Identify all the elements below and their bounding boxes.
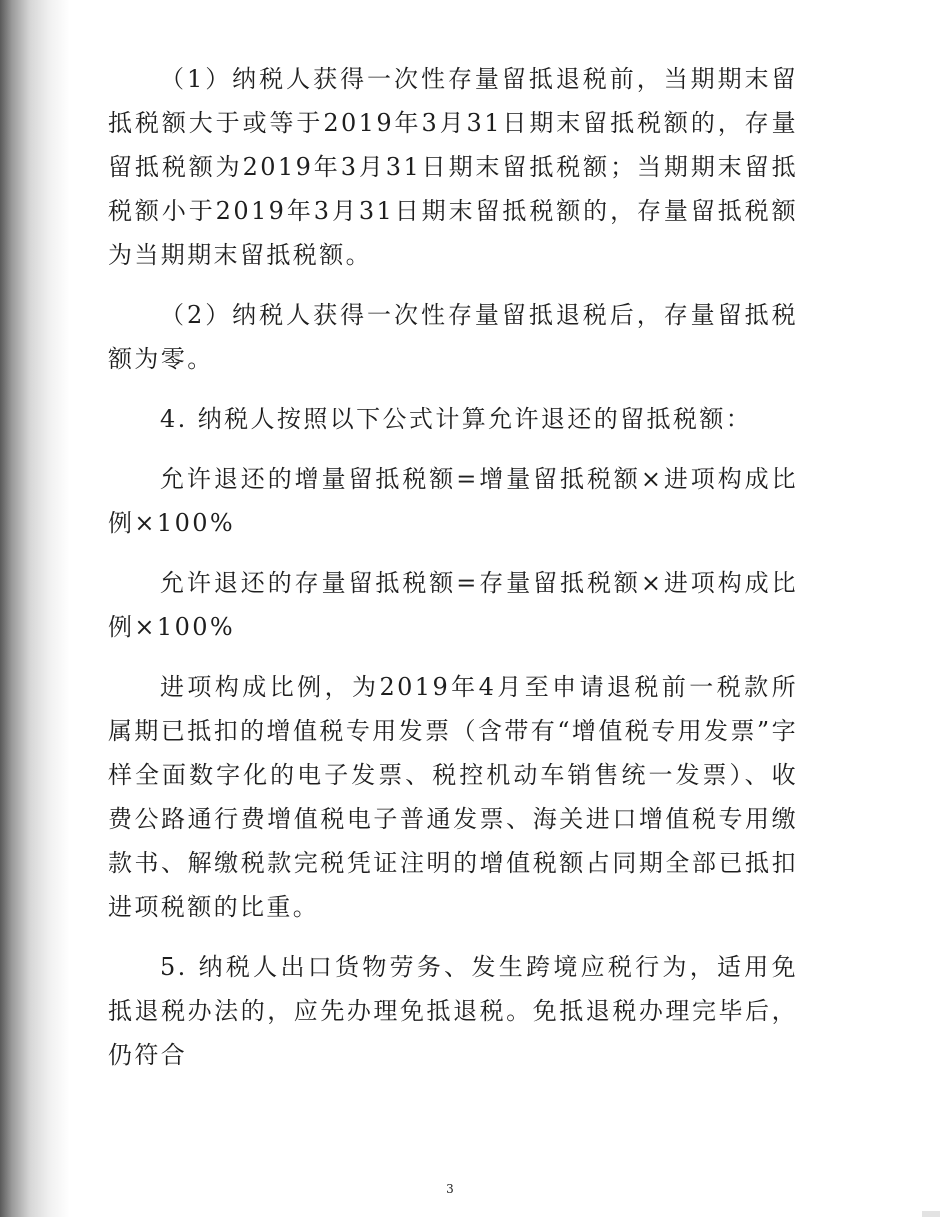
paragraph-3-formula-intro: 4. 纳税人按照以下公式计算允许退还的留抵税额： [160,405,753,433]
corner-mark [922,1211,940,1217]
page-edge-shadow [0,0,70,1217]
paragraph-1-existing-credit-before-refund: （1）纳税人获得一次性存量留抵退税前，当期期末留抵税额大于或等于2019年3月31日期末留抵税额的，存量留抵税额为2019年3月31日期末留抵税额；当期期末留抵税额小于2019年3月31日期末留抵税额的，存量留抵税额为当期期末留抵税额。 [108,65,798,269]
paragraph-4-incremental-formula: 允许退还的增量留抵税额=增量留抵税额×进项构成比例×100% [108,465,798,537]
paragraph-7-export-exemption: 5. 纳税人出口货物劳务、发生跨境应税行为，适用免抵退税办法的，应先办理免抵退税。免抵退税办理完毕后，仍符合 [108,953,798,1069]
document-body [108,57,798,1077]
paragraph-5-existing-formula: 允许退还的存量留抵税额=存量留抵税额×进项构成比例×100% [108,569,798,641]
page-number: 3 [446,1182,454,1196]
paragraph-2-existing-credit-after-refund: （2）纳税人获得一次性存量留抵退税后，存量留抵税额为零。 [108,301,798,373]
paragraph-6-input-ratio-definition: 进项构成比例，为2019年4月至申请退税前一税款所属期已抵扣的增值税专用发票（含带有“增值税专用发票”字样全面数字化的电子发票、税控机动车销售统一发票）、收费公路通行费增值税电子普通发票、海关进口增值税专用缴款书、解缴税款完税凭证注明的增值税额占同期全部已抵扣进项税额的比重。 [108,673,798,921]
